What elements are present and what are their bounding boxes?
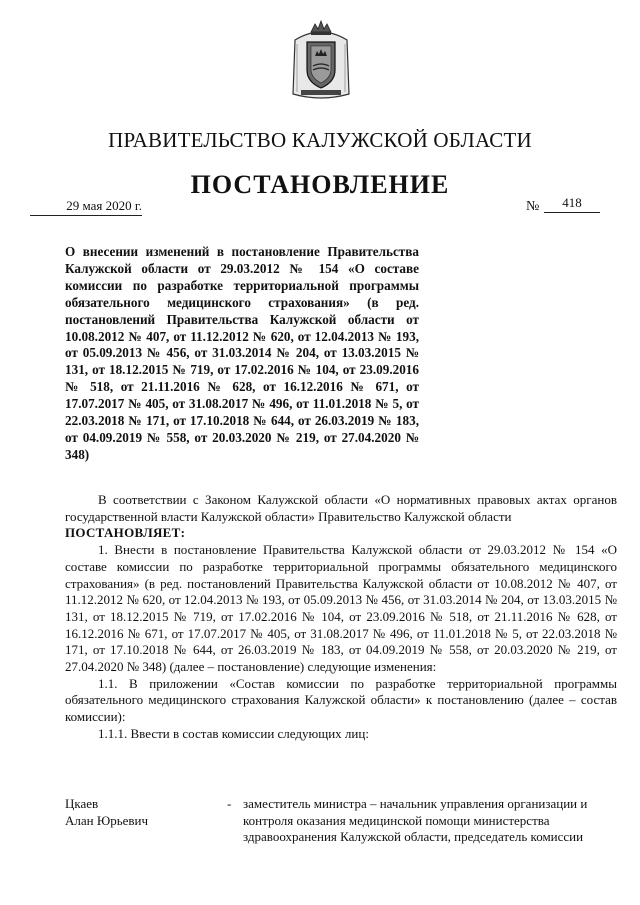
coat-of-arms-emblem	[289, 18, 353, 102]
document-date: 29 мая 2020 г.	[30, 198, 142, 216]
number-label: №	[526, 199, 540, 214]
member-name	[65, 796, 215, 829]
member-position-block	[227, 796, 617, 846]
paragraph-1-1: 1.1. В приложении «Состав комиссии по разработке территориальной программы обязательного медицинского страхования Калужской области» к постановлению (далее – состав комиссии):	[65, 675, 617, 725]
member-given-names: Алан Юрьевич	[65, 812, 149, 828]
paragraph-1: 1. Внести в постановление Правительства Калужской области от 29.03.2012 № 154 «О составе комиссии по разработке территориальной программы обязательного медицинского страхования» (в ред. постановлений Правительства Калужской области от 10.08.2012 № 407, от 11.12.2012 № 620, от 12.04.2013 № 193, от 05.09.2013 № 456, от 31.03.2014 № 204, от 13.03.2015 № 131, от 18.12.2015 № 719, от 17.02.2016 № 104, от 23.09.2016 № 518, от 21.11.2016 № 628, от 16.12.2016 № 671, от 17.07.2017 № 405, от 31.08.2017 № 496, от 11.01.2018 № 5, от 22.03.2018 № 171, от 17.10.2018 № 644, от 26.03.2019 № 183, от 04.09.2019 № 558, от 20.03.2020 № 219, от 27.04.2020 № 348) (далее – постановление) следующие изменения:	[65, 542, 617, 675]
document-number: 418	[544, 195, 600, 213]
preamble-paragraph	[65, 492, 617, 525]
paragraph-1-1-1: 1.1.1. Ввести в состав комиссии следующих лиц:	[98, 725, 369, 741]
document-type: ПОСТАНОВЛЕНИЕ	[190, 170, 450, 199]
document-title: О внесении изменений в постановление Правительства Калужской области от 29.03.2012 № 154 «О составе комиссии по разработке территориальной программы обязательного медицинского страхования» (в ред. постановлений Правительства Калужской области от 10.08.2012 № 407, от 11.12.2012 № 620, от 12.04.2013 № 193, от 05.09.2013 № 456, от 31.03.2014 № 204, от 13.03.2015 № 131, от 18.12.2015 № 719, от 17.02.2016 № 104, от 23.09.2016 № 518, от 21.11.2016 № 628, от 16.12.2016 № 671, от 17.07.2017 № 405, от 31.08.2017 № 496, от 11.01.2018 № 5, от 22.03.2018 № 171, от 17.10.2018 № 644, от 26.03.2019 № 183, от 04.09.2019 № 558, от 20.03.2020 № 219, от 27.04.2020 № 348)	[65, 244, 419, 462]
position-dash: -	[227, 796, 232, 811]
member-surname: Цкаев	[65, 796, 99, 811]
document-body	[65, 492, 617, 743]
organization-name: ПРАВИТЕЛЬСТВО КАЛУЖСКОЙ ОБЛАСТИ	[108, 128, 532, 152]
decree-word: ПОСТАНОВЛЯЕТ:	[65, 525, 186, 541]
member-position: заместитель министра – начальник управления организации и контроля оказания медицинской помощи министерства здравоохранения Калужской области, председатель комиссии	[243, 796, 588, 845]
preamble-text: В соответствии с Законом Калужской области «О нормативных правовых актах органов государственной власти Калужской области» Правительство Калужской области	[65, 492, 617, 524]
